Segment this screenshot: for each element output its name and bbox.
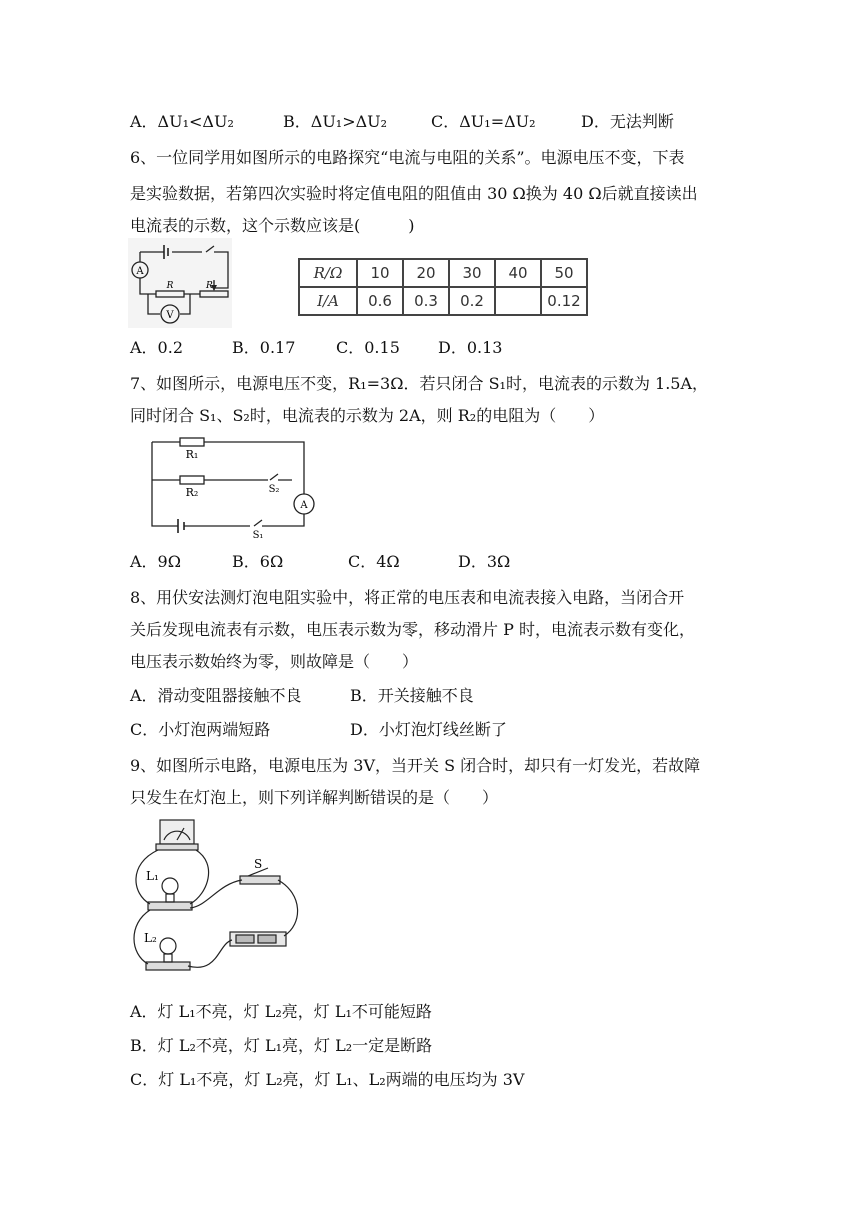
resistor-label: R	[166, 281, 174, 291]
table-cell: 40	[495, 259, 541, 287]
table-row-current	[299, 287, 587, 315]
q9-option-c: C．灯 L₁不亮，灯 L₂亮，灯 L₁、L₂两端的电压均为 3V	[130, 1070, 525, 1089]
q8-stem-line2: 关后发现电流表有示数，电压表示数为零，移动滑片 P 时，电流表示数有变化，	[130, 620, 695, 639]
table-cell: 20	[403, 259, 449, 287]
switch-label: S	[254, 857, 263, 871]
table-cell: 10	[357, 259, 403, 287]
table-cell: 0.3	[403, 287, 449, 315]
q9-stem-line2: 只发生在灯泡上，则下列详解判断错误的是（ ）	[130, 788, 499, 807]
q6-data-table	[298, 258, 588, 316]
table-cell: 0.2	[449, 287, 495, 315]
r2-label: R₂	[185, 486, 199, 499]
q7-option-a: A．9Ω	[130, 552, 182, 571]
q5-option-b: B．ΔU₁>ΔU₂	[283, 112, 388, 131]
q5-option-d: D．无法判断	[581, 112, 674, 131]
table-header-r: R/Ω	[299, 259, 357, 287]
s1-label: S₁	[252, 530, 264, 538]
q7-option-b: B．6Ω	[232, 552, 284, 571]
table-cell	[495, 287, 541, 315]
voltmeter-label: V	[166, 310, 174, 321]
q6-option-c: C．0.15	[336, 338, 400, 357]
table-header-i: I/A	[299, 287, 357, 315]
q9-stem-line1: 9、如图所示电路，电源电压为 3V，当开关 S 闭合时，却只有一灯发光，若故障	[130, 756, 701, 775]
q9-option-a: A．灯 L₁不亮，灯 L₂亮，灯 L₁不可能短路	[130, 1002, 432, 1021]
r1-label: R₁	[185, 448, 199, 461]
q9-circuit-figure	[128, 814, 308, 982]
q7-stem-line2: 同时闭合 S₁、S₂时，电流表的示数为 2A，则 R₂的电阻为（ ）	[130, 406, 605, 425]
q5-option-c: C．ΔU₁=ΔU₂	[431, 112, 536, 131]
q6-option-b: B．0.17	[232, 338, 296, 357]
table-row-resistance	[299, 259, 587, 287]
q8-stem-line1: 8、用伏安法测灯泡电阻实验中，将正常的电压表和电流表接入电路，当闭合开	[130, 588, 685, 607]
lamp2-label: L₂	[144, 931, 157, 945]
table-cell: 0.12	[541, 287, 587, 315]
rheostat-label: R'	[206, 281, 216, 291]
q8-option-a: A．滑动变阻器接触不良	[130, 686, 302, 705]
q5-option-a: A．ΔU₁<ΔU₂	[130, 112, 234, 131]
table-cell: 0.6	[357, 287, 403, 315]
table-cell: 30	[449, 259, 495, 287]
q7-circuit-diagram	[150, 434, 320, 538]
q9-option-b: B．灯 L₂不亮，灯 L₁亮，灯 L₂一定是断路	[130, 1036, 433, 1055]
q8-stem-line3: 电压表示数始终为零，则故障是（ ）	[130, 652, 419, 671]
q7-stem-line1: 7、如图所示，电源电压不变，R₁=3Ω．若只闭合 S₁时，电流表的示数为 1.5A，	[130, 374, 709, 393]
table-cell: 50	[541, 259, 587, 287]
q8-option-d: D．小灯泡灯线丝断了	[350, 720, 507, 739]
q8-option-c: C．小灯泡两端短路	[130, 720, 271, 739]
q6-stem-line2: 是实验数据，若第四次实验时将定值电阻的阻值由 30 Ω换为 40 Ω后就直接读出	[130, 184, 698, 203]
q7-option-c: C．4Ω	[348, 552, 400, 571]
q8-option-b: B．开关接触不良	[350, 686, 474, 705]
q6-option-d: D．0.13	[438, 338, 503, 357]
lamp1-label: L₁	[146, 869, 159, 883]
q7-option-d: D．3Ω	[458, 552, 511, 571]
q6-stem-line3: 电流表的示数，这个示数应该是( )	[130, 216, 415, 235]
q6-stem-line1: 6、一位同学用如图所示的电路探究“电流与电阻的关系”。电源电压不变，下表	[130, 148, 685, 167]
ammeter-label: A	[136, 266, 144, 277]
q6-option-a: A．0.2	[130, 338, 184, 357]
q6-circuit-diagram	[128, 238, 232, 328]
s2-label: S₂	[268, 484, 280, 495]
ammeter-label: A	[300, 500, 308, 511]
